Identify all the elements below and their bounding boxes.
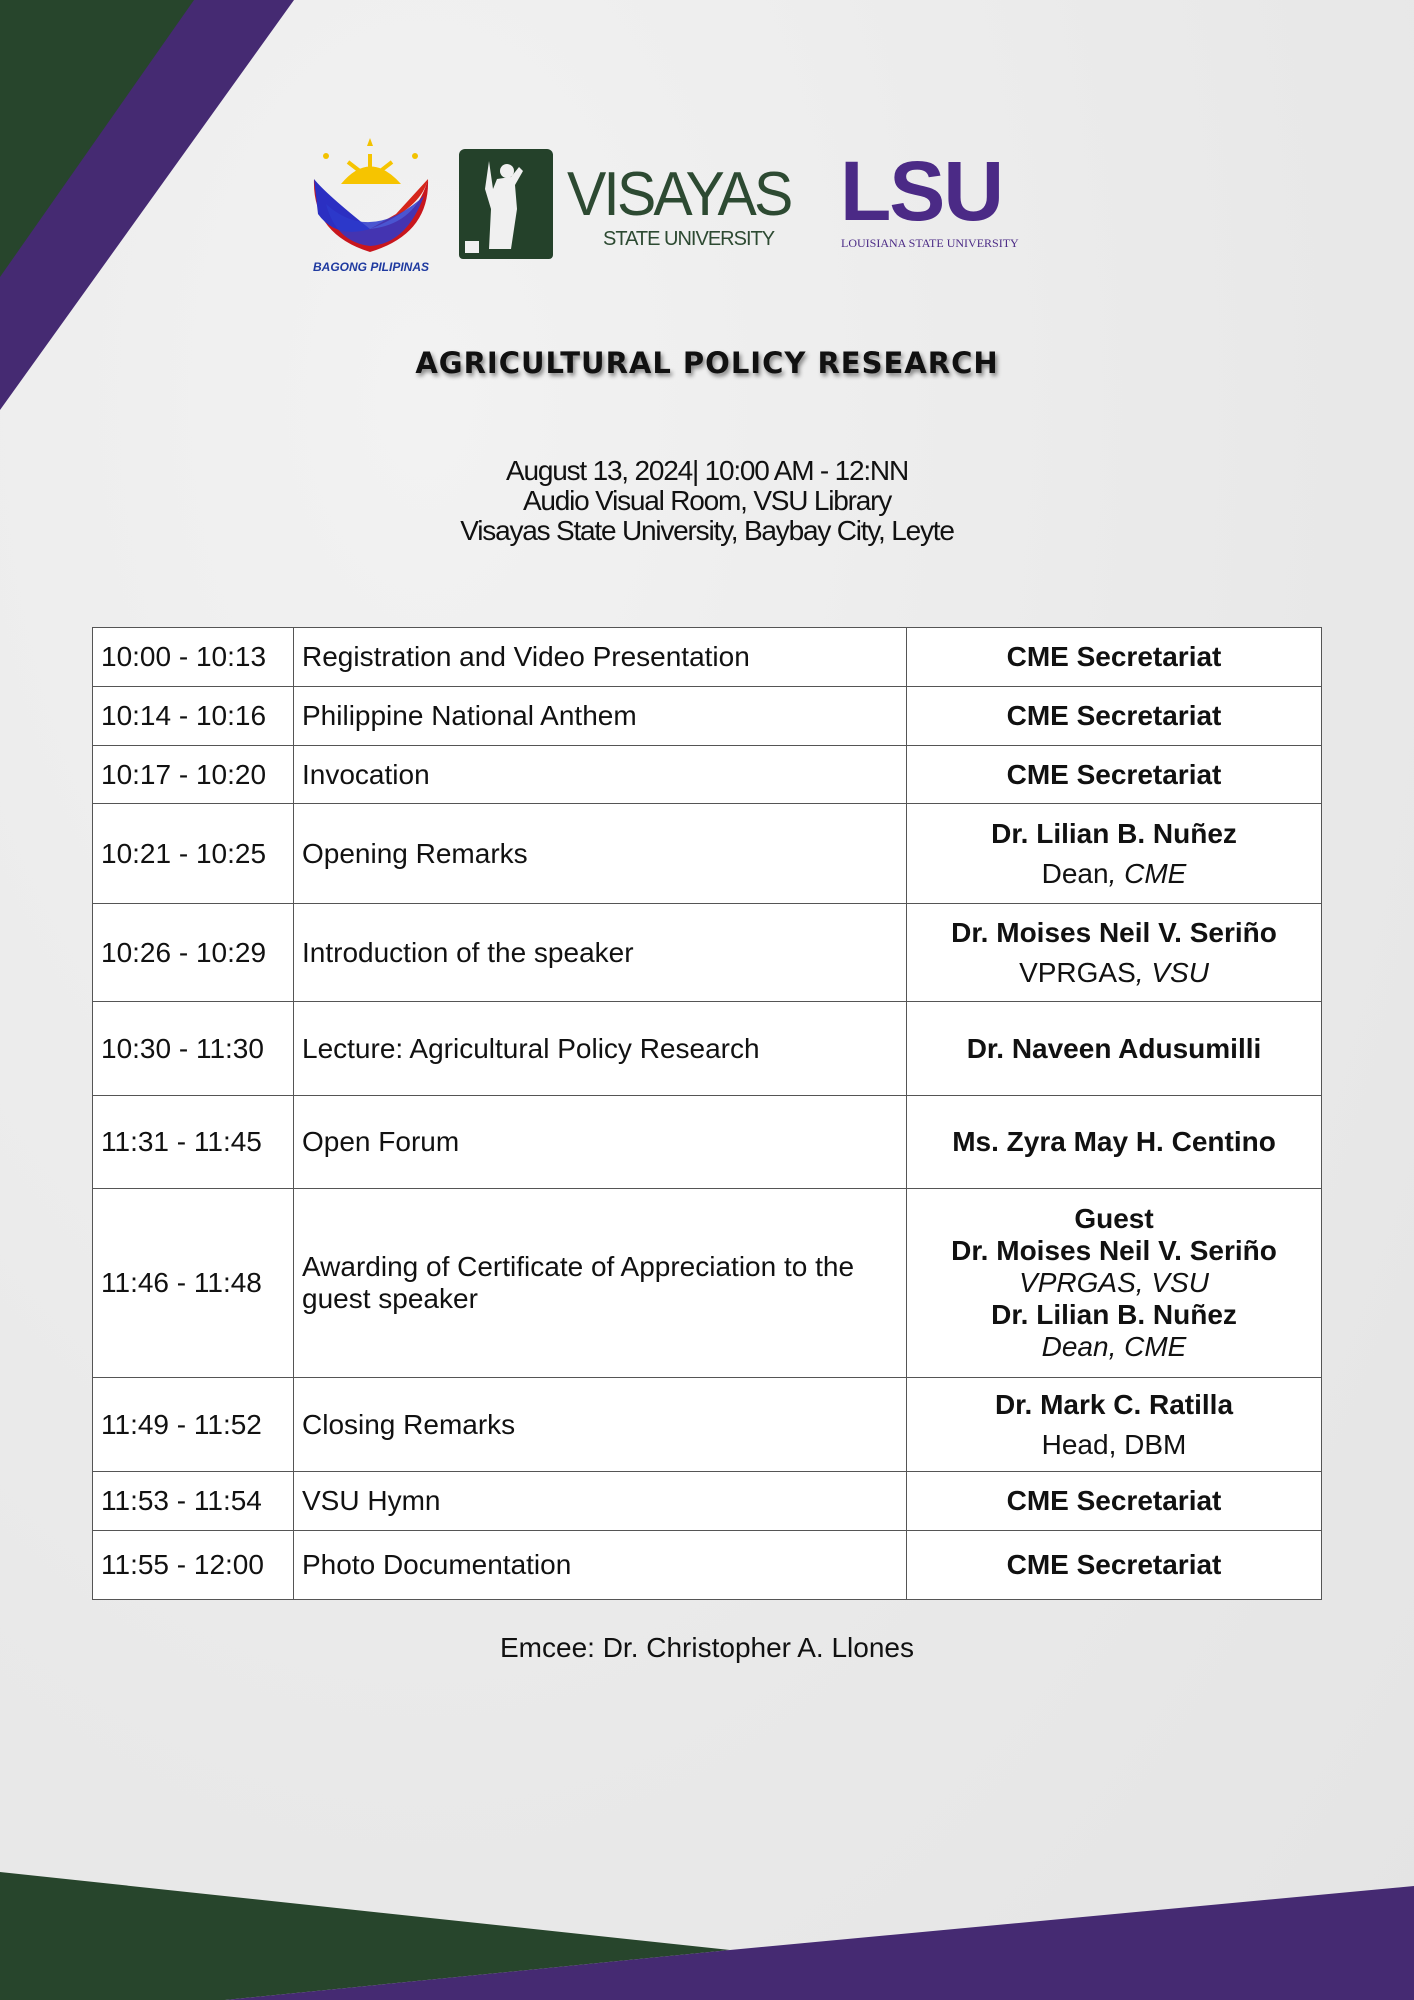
person-line-text: Dr. Moises Neil V. Seriño — [951, 1235, 1277, 1266]
person-line — [915, 913, 1313, 953]
person-line-text: Dr. Naveen Adusumilli — [966, 1032, 1262, 1064]
row-person — [907, 1472, 1322, 1531]
person-line-text: CME Secretariat — [1006, 700, 1222, 731]
row-person — [907, 687, 1322, 746]
person-line-text: Guest — [1074, 1203, 1154, 1234]
person-line-suffix: , CME — [1108, 857, 1187, 889]
person-line-text: Dean, CME — [1041, 1331, 1187, 1362]
row-time: 10:14 - 10:16 — [93, 687, 294, 746]
person-line — [915, 814, 1313, 854]
row-time: 10:00 - 10:13 — [93, 628, 294, 687]
program-row — [93, 687, 1322, 746]
program-row — [93, 1002, 1322, 1096]
row-person — [907, 746, 1322, 804]
row-time: 11:46 - 11:48 — [93, 1189, 294, 1378]
person-line-text: VPRGAS — [1019, 956, 1136, 988]
program-row — [93, 628, 1322, 687]
program-table — [92, 627, 1322, 1600]
program-row — [93, 1096, 1322, 1189]
row-time: 11:31 - 11:45 — [93, 1096, 294, 1189]
person-line-text: Dr. Lilian B. Nuñez — [991, 1299, 1237, 1330]
row-activity: Awarding of Certificate of Appreciation to the guest speaker — [294, 1189, 907, 1378]
person-line — [915, 1385, 1313, 1425]
page-title: AGRICULTURAL POLICY RESEARCH — [415, 346, 999, 380]
vsu-subtitle: STATE UNIVERSITY — [603, 228, 775, 250]
person-line — [915, 1033, 1313, 1065]
person-line-text: Head, DBM — [1041, 1428, 1187, 1460]
row-time: 10:26 - 10:29 — [93, 904, 294, 1002]
event-info — [0, 456, 1414, 546]
row-activity: Lecture: Agricultural Policy Research — [294, 1002, 907, 1096]
row-person — [907, 904, 1322, 1002]
row-person — [907, 1531, 1322, 1600]
row-activity: Introduction of the speaker — [294, 904, 907, 1002]
program-row — [93, 1531, 1322, 1600]
lsu-wordmark: LSU — [840, 144, 1002, 238]
row-activity: Philippine National Anthem — [294, 687, 907, 746]
bagong-pilipinas-logo — [296, 134, 446, 276]
person-line — [915, 1235, 1313, 1267]
row-time: 11:53 - 11:54 — [93, 1472, 294, 1531]
person-line — [915, 1126, 1313, 1158]
row-person — [907, 1096, 1322, 1189]
row-person — [907, 1002, 1322, 1096]
row-activity: Invocation — [294, 746, 907, 804]
person-line — [915, 854, 1313, 894]
person-line-text: Dr. Moises Neil V. Seriño — [951, 916, 1277, 948]
vsu-emblem-logo — [459, 149, 553, 259]
row-activity: Registration and Video Presentation — [294, 628, 907, 687]
row-time: 11:55 - 12:00 — [93, 1531, 294, 1600]
program-row — [93, 904, 1322, 1002]
person-line — [915, 1425, 1313, 1465]
event-date-time: August 13, 2024| 10:00 AM - 12:NN — [506, 455, 908, 486]
person-line — [915, 700, 1313, 732]
person-line-suffix: , VSU — [1135, 956, 1209, 988]
row-activity: Photo Documentation — [294, 1531, 907, 1600]
program-row — [93, 1189, 1322, 1378]
program-row — [93, 746, 1322, 804]
person-line-text: CME Secretariat — [1006, 1549, 1222, 1580]
emcee-text: Emcee: Dr. Christopher A. Llones — [500, 1632, 914, 1663]
person-line-text: CME Secretariat — [1006, 1485, 1222, 1516]
person-line — [915, 759, 1313, 791]
person-line-text: Dr. Lilian B. Nuñez — [991, 817, 1237, 849]
person-line — [915, 1267, 1313, 1299]
row-time: 10:21 - 10:25 — [93, 804, 294, 904]
person-line-text: Dr. Mark C. Ratilla — [994, 1388, 1234, 1420]
vsu-wordmark: VISAYAS — [567, 160, 791, 229]
program-row — [93, 1472, 1322, 1531]
row-activity: Closing Remarks — [294, 1378, 907, 1472]
bagong-pilipinas-text: BAGONG PILIPINAS — [312, 260, 429, 274]
person-line-text: VPRGAS, VSU — [1019, 1267, 1209, 1298]
row-person — [907, 804, 1322, 904]
program-row — [93, 1378, 1322, 1472]
person-line — [915, 1485, 1313, 1517]
row-time: 10:17 - 10:20 — [93, 746, 294, 804]
row-time: 11:49 - 11:52 — [93, 1378, 294, 1472]
person-line — [915, 1203, 1313, 1235]
row-person — [907, 1189, 1322, 1378]
event-venue: Audio Visual Room, VSU Library — [522, 485, 892, 516]
person-line — [915, 1299, 1313, 1331]
row-activity: Opening Remarks — [294, 804, 907, 904]
person-line — [915, 641, 1313, 673]
program-row — [93, 804, 1322, 904]
person-line — [915, 1549, 1313, 1581]
person-line — [915, 953, 1313, 993]
person-line — [915, 1331, 1313, 1363]
person-line-text: Ms. Zyra May H. Centino — [952, 1126, 1276, 1157]
row-activity: VSU Hymn — [294, 1472, 907, 1531]
row-time: 10:30 - 11:30 — [93, 1002, 294, 1096]
row-person — [907, 628, 1322, 687]
person-line-text: CME Secretariat — [1006, 641, 1222, 672]
lsu-subtitle: LOUISIANA STATE UNIVERSITY — [841, 236, 1019, 250]
person-line-text: CME Secretariat — [1006, 758, 1222, 790]
person-line-text: Dean — [1041, 857, 1109, 889]
event-location: Visayas State University, Baybay City, Leyte — [460, 515, 954, 546]
row-person — [907, 1378, 1322, 1472]
row-activity: Open Forum — [294, 1096, 907, 1189]
